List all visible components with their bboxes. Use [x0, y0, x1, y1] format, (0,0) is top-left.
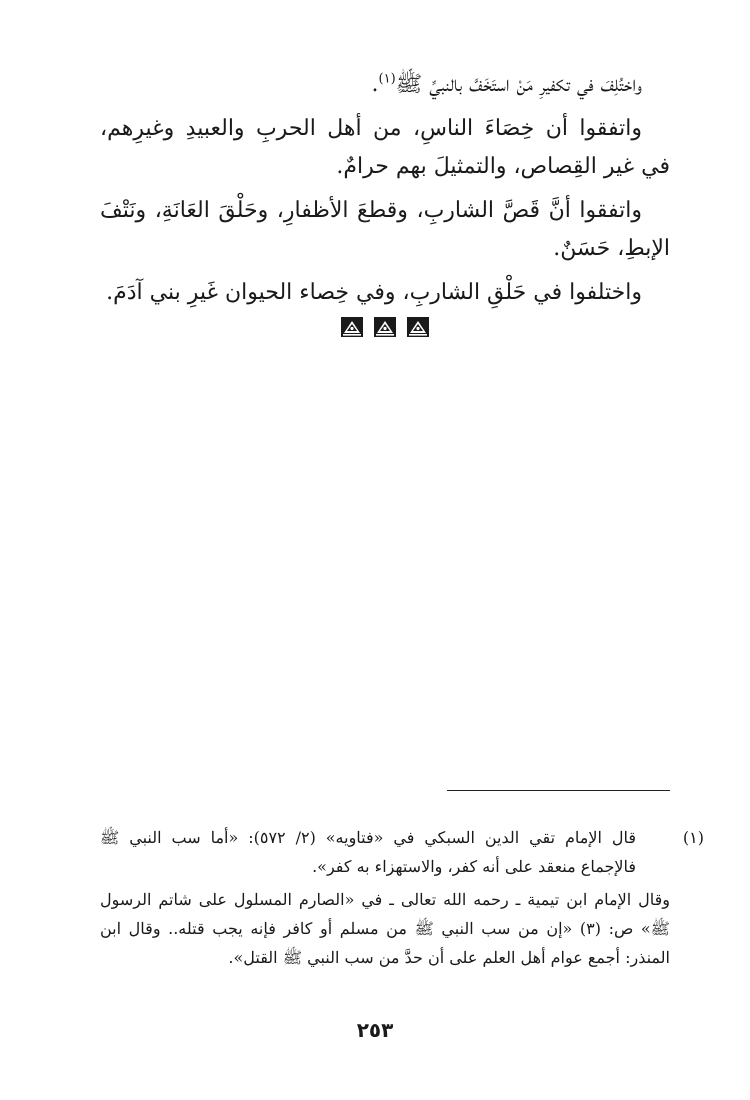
- paragraph-1: [100, 66, 670, 104]
- paragraph-3: واتفقوا أنَّ قَصَّ الشاربِ، وقطعَ الأظفارِ، وحَلْقَ العَانَةِ، ونَتْفَ الإبطِ، حَسَنٌ.: [100, 198, 670, 261]
- section-ornaments: [340, 316, 430, 342]
- paragraph-2: واتفقوا أن خِصَاءَ الناسِ، من أهل الحربِ والعبيدِ وغيرِهم، في غير القِصاص، والتمثيلَ بهم حرامٌ.: [100, 116, 670, 179]
- footnote-1-text: قال الإمام تقي الدين السبكي في «فتاويه» (٢/ ٥٧٢): «أما سب النبي ﷺ فالإجماع منعقد على أنه كفر، والاستهزاء به كفر».: [100, 828, 636, 876]
- ornament-icon: [340, 316, 364, 338]
- footnotes: [100, 823, 704, 976]
- footnote-number: (١): [682, 828, 704, 847]
- paragraph-4: واختلفوا في حَلْقِ الشاربِ، وفي خِصاء الحيوان غَيرِ بني آدَمَ.: [106, 280, 642, 305]
- footnote-1: [100, 823, 704, 881]
- ornament-icon: [373, 316, 397, 338]
- page-number: ٢٥٣: [356, 1018, 394, 1042]
- paragraph-1-end: .: [371, 72, 379, 97]
- paragraph-1-text: واختُلِفَ في تكفيرِ مَنْ استَخَفَّ بالنبيِّ ﷺ: [395, 72, 642, 97]
- main-text: [100, 66, 670, 318]
- footnote-reference[interactable]: (١): [378, 71, 396, 87]
- footnote-divider: [447, 790, 670, 791]
- footnote-1-continuation: وقال الإمام ابن تيمية ـ رحمه الله تعالى ـ في «الصارم المسلول على شاتم الرسول ﷺ» ص: (٣) «إن من سب النبي ﷺ من مسلم أو كافر فإنه يجب قتله.. وقال ابن المنذر: أجمع عوام أهل العلم على أن حدَّ من سب النبي ﷺ القتل».: [100, 890, 670, 967]
- ornament-icon: [406, 316, 430, 338]
